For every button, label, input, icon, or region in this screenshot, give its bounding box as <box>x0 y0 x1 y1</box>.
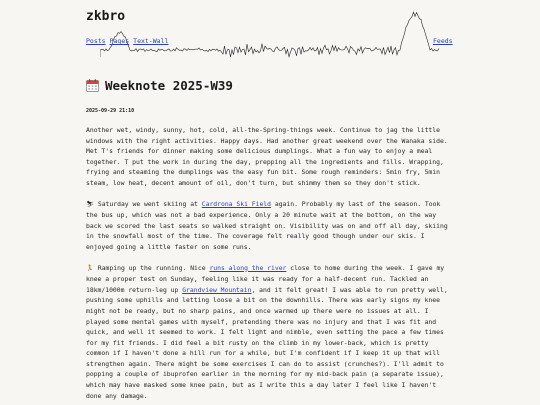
post-article <box>86 78 454 401</box>
site-header <box>0 0 540 72</box>
cardrona-link[interactable]: Cardrona Ski Field <box>201 199 272 208</box>
elevation-wave-graphic <box>100 10 440 62</box>
intro-paragraph: Another wet, windy, sunny, hot, cold, all-the-Spring-things week. Continue to jag the little windows with the right activities. Happy days. Had another great weekend over the Wanaka side. Met T's friends for dinner making some delicious dumplings. What a fun way to enjoy a meal together. T put the work in during the day, prepping all the ingredients and fills. Wrapping, frying and steaming the dumplings was the easy fun bit. Some rough reminders: 5min fry, 5min steam, low heat, decent amount of oil, don't turn, but shimmy them so they don't stick. <box>86 126 448 187</box>
main-nav <box>86 37 168 45</box>
run-text-after: , and it felt great! I was able to run pretty well, pushing some uphills and letting loose a bit on the downhills. There was early signs my knee might not be ready, but no sharp pains, and once warmed up there were no issues at all. I played some mental games with myself, pretending there was no injury and that I was fit and quick, and well it seemed to work. I felt light and nimble, even setting the pace a few times for my fit friends. I did feel a bit rusty on the climb in my lower-back, which is pretty common if I haven't done a hill run for a while, but I'm confident if I keep it up that will strengthen again. There might be some exercises I can do to assist (crunches?). I'll admit to popping a couple of ibuprofen earlier in the morning for my mid-back pain (a separate issue), which may have masked some knee pain, but as I write this a day later I feel like I haven't done any damage. <box>86 285 448 400</box>
feeds-nav <box>433 37 453 45</box>
ski-text-before: Saturday we went skiing at <box>97 199 202 208</box>
nav-pages-link[interactable]: Pages <box>109 37 130 45</box>
run-text-before: Ramping up the running. Nice <box>97 263 210 272</box>
post-title <box>86 78 454 93</box>
runner-icon: 🏃 <box>86 264 94 272</box>
ski-text-after: again. Probably my last of the season. Took the bus up, which was not a bad experience. Only a 20 minute wait at the bottom, on the way back we scored the last seats so walked straight on. Visibility was on and off all day, skiing in the snowfall most of the time. The coverage felt really good though under our skis. I enjoyed going a little faster on some runs. <box>86 199 448 251</box>
run-text-middle: close to home during the week. I gave my knee a proper test on Sunday, feeling like it was ready for a half-decent run. Tackled an 18km/1000m return-leg up <box>86 263 445 294</box>
ski-paragraph <box>86 199 454 253</box>
grandview-mountain-link[interactable]: Grandview Mountain <box>182 285 252 294</box>
skier-icon: ⛷ <box>86 200 94 208</box>
run-paragraph <box>86 263 454 402</box>
post-date: 2025-09-29 21:10 <box>86 108 135 114</box>
calendar-icon <box>86 79 99 92</box>
post-title-text: Weeknote 2025-W39 <box>105 78 233 93</box>
river-runs-link[interactable]: runs along the river <box>209 263 287 272</box>
feeds-link[interactable]: Feeds <box>433 37 453 45</box>
nav-posts-link[interactable]: Posts <box>86 37 106 45</box>
nav-text-wall-link[interactable]: Text-Wall <box>133 37 169 45</box>
site-title[interactable]: zkbro <box>86 9 126 24</box>
